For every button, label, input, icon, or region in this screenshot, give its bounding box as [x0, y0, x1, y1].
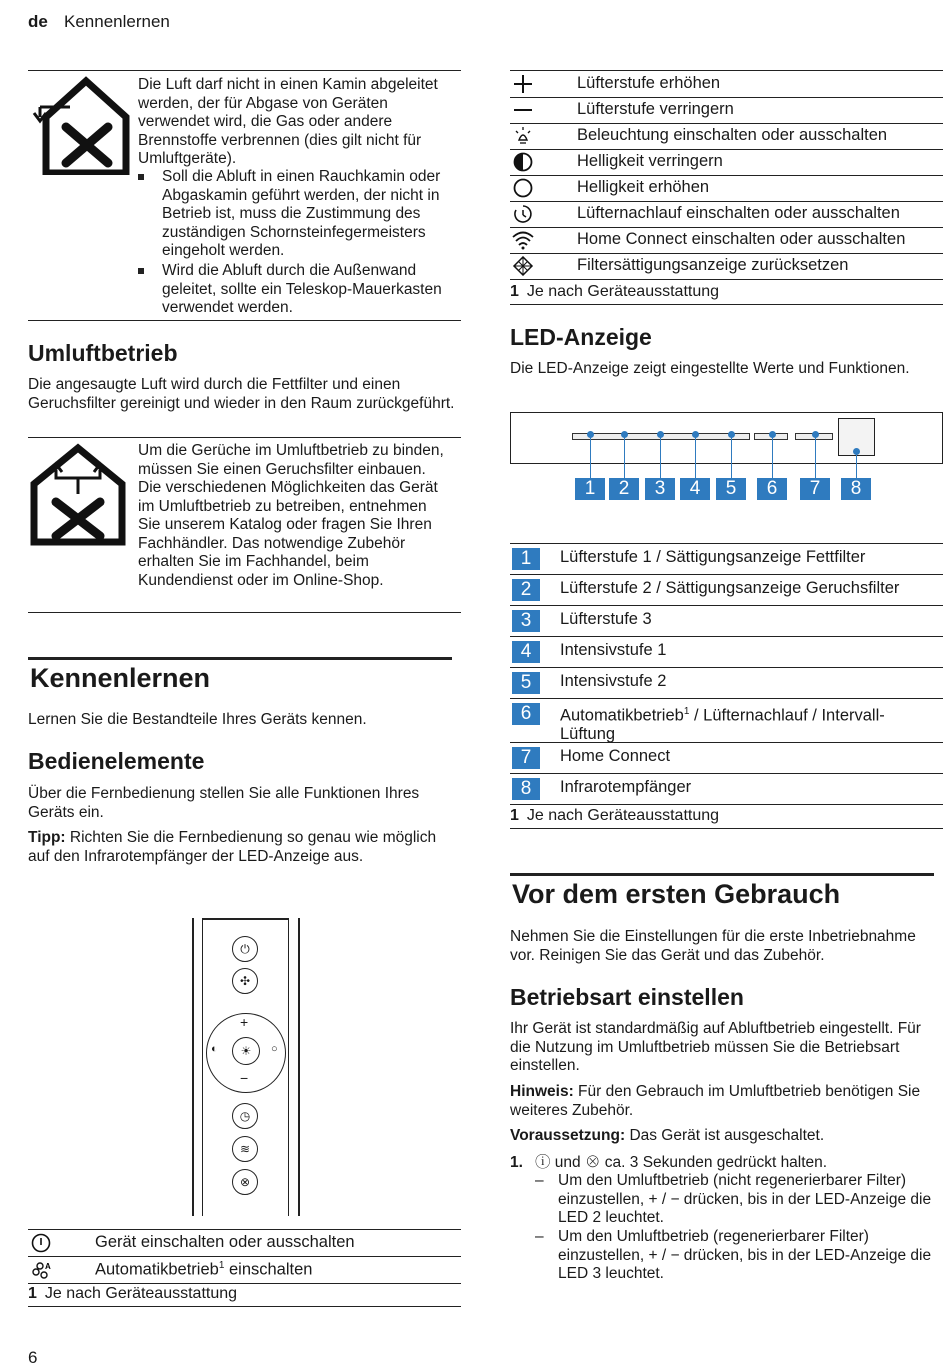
led-marker-number: 4 [680, 478, 710, 500]
timer-icon [512, 204, 534, 224]
vor-text: Nehmen Sie die Einstellungen für die erste Inbetriebnahme vor. Reinigen Sie das Gerät und das Zubehör. [510, 928, 916, 964]
divider [28, 1306, 461, 1307]
chapter-rule [510, 873, 934, 876]
remote-auto-button[interactable]: ✣ [232, 968, 258, 994]
filter-icon [512, 256, 534, 276]
circle-icon [512, 178, 534, 198]
umluft-box-text: Um die Gerüche im Umluftbetrieb zu binden, müssen Sie einen Geruchsfilter einbauen. Die verschiedenen Möglichkeiten das Gerät im Umluftbetrieb zu betreiben, entnehmen Sie unserem Katalog oder fragen Sie Ihren Fachhändler. Das notwendige Zubehör erhalten Sie im Fachhandel, beim Kundendienst oder im Online-Shop. [138, 442, 444, 589]
step-number: 1. [510, 1154, 523, 1171]
divider [28, 70, 461, 71]
minus-icon [512, 100, 534, 120]
power-icon [30, 1233, 52, 1253]
table-row: Helligkeit erhöhen [510, 175, 943, 202]
chapter-heading-vor-dem-ersten-gebrauch: Vor dem ersten Gebrauch [512, 879, 841, 909]
list-item: Soll die Abluft in einen Rauchkamin oder Abgaskamin geführt werden, der nicht in Betrieb ist, muss die Zustimmung des zuständigen Schornsteinfegermeisters eingeholt werden. [162, 168, 452, 261]
led-row-label: Lüfterstufe 3 [560, 610, 652, 628]
remote-filter-button[interactable]: ⊗ [232, 1169, 258, 1195]
table-row [510, 668, 943, 699]
led-marker-line [815, 435, 816, 478]
led-row-label: Automatikbetrieb$^1$ / Lüfternachlauf / Intervall-Lüftung [560, 706, 885, 743]
footnote: 1 Je nach Geräteausstattung [510, 283, 720, 300]
led-row-label: Infrarotempfänger [560, 778, 692, 796]
table-row [510, 743, 943, 774]
table-row: Beleuchtung einschalten oder ausschalten [510, 123, 943, 150]
table-row: Helligkeit verringern [510, 149, 943, 176]
led-marker-number: 8 [841, 478, 871, 500]
led-marker-number: 5 [716, 478, 746, 500]
table-row [510, 774, 943, 805]
led-marker-line [772, 435, 773, 478]
led-marker-number: 1 [575, 478, 605, 500]
page-number: 6 [28, 1348, 38, 1367]
step-text: ⓘ und ⊗ ca. 3 Sekunden gedrückt halten. [535, 1154, 828, 1171]
led-row-label: Lüfterstufe 2 / Sättigungsanzeige Geruchsfilter [560, 579, 900, 597]
footnote: 1 Je nach Geräteausstattung [28, 1285, 238, 1302]
table-row [510, 606, 943, 637]
betrieb-text: Ihr Gerät ist standardmäßig auf Abluftbetrieb eingestellt. Für die Nutzung im Umluftbetrieb müssen Sie die Betriebsart einstellen. [510, 1020, 921, 1074]
table-row: Home Connect einschalten oder ausschalten [510, 227, 943, 254]
led-number-badge: 7 [512, 747, 540, 769]
section-heading-led: LED-Anzeige [510, 324, 652, 350]
divider [28, 437, 461, 438]
led-marker-line [590, 435, 591, 478]
led-row-label: Intensivstufe 2 [560, 672, 667, 690]
table-row [510, 699, 943, 743]
section-heading-betriebsart: Betriebsart einstellen [510, 984, 744, 1010]
substep-text: Um den Umluftbetrieb (nicht regenerierbarer Filter) einzustellen, + / − drücken, bis in der LED-Anzeige die LED 2 leuchtet. [558, 1172, 932, 1226]
led-number-badge: 1 [512, 548, 540, 570]
led-number-badge: 3 [512, 610, 540, 632]
half-circle-icon [512, 152, 534, 172]
table-row [510, 575, 943, 606]
chapter-rule [28, 657, 452, 660]
table-row [510, 637, 943, 668]
plus-icon [512, 74, 534, 94]
svg-text:A: A [45, 1262, 51, 1271]
table-row: Filtersättigungsanzeige zurücksetzen [510, 253, 943, 280]
chimney-warning-text: Die Luft darf nicht in einen Kamin abgeleitet werden, der für Abgase von Geräten verwendet wird, die Gas oder andere Brennstoffe verbrennen (dies gilt nicht für Umluftgeräte). [138, 76, 438, 167]
table-row [510, 544, 943, 575]
precondition-text: Voraussetzung: Das Gerät ist ausgeschaltet. [510, 1127, 825, 1144]
led-text: Die LED-Anzeige zeigt eingestellte Werte und Funktionen. [510, 360, 910, 377]
led-marker-number: 6 [757, 478, 787, 500]
led-number-badge: 6 [512, 703, 540, 725]
bedien-text: Über die Fernbedienung stellen Sie alle Funktionen Ihres Geräts ein. [28, 785, 420, 821]
header-language: de [28, 12, 48, 31]
section-heading-bedienelemente: Bedienelemente [28, 748, 205, 774]
led-number-badge: 4 [512, 641, 540, 663]
led-number-badge: 8 [512, 778, 540, 800]
led-marker-number: 7 [800, 478, 830, 500]
remote-timer-button[interactable]: ◷ [232, 1103, 258, 1129]
led-marker-line [695, 435, 696, 478]
substep-text: Um den Umluftbetrieb (regenerierbarer Filter) einzustellen, + / − drücken, bis in der LED-Anzeige die LED 3 leuchtet. [558, 1228, 932, 1282]
divider [510, 304, 943, 305]
chapter-heading-kennenlernen: Kennenlernen [30, 663, 211, 693]
wifi-icon [512, 230, 534, 250]
led-marker-line [660, 435, 661, 478]
led-marker-number: 2 [609, 478, 639, 500]
auto-mode-icon [30, 1260, 52, 1280]
table-row: Lüfterstufe erhöhen [510, 71, 943, 98]
divider [510, 828, 943, 829]
divider [28, 612, 461, 613]
table-row: Lüfterstufe verringern [510, 97, 943, 124]
table-row: Lüfternachlauf einschalten oder ausschalten [510, 201, 943, 228]
led-row-label: Home Connect [560, 747, 671, 765]
led-marker-number: 3 [645, 478, 675, 500]
led-marker-line [624, 435, 625, 478]
light-icon [512, 126, 534, 146]
recirculation-icon [28, 442, 130, 546]
led-marker-line [731, 435, 732, 478]
dash-marker: – [535, 1172, 544, 1189]
no-chimney-warning-icon [28, 75, 130, 175]
remote-control-illustration [192, 918, 300, 1218]
section-heading-umluft: Umluftbetrieb [28, 340, 178, 366]
dash-marker: – [535, 1228, 544, 1245]
table-row: Gerät einschalten oder ausschalten [28, 1230, 461, 1257]
divider [28, 320, 461, 321]
tip-text: Tipp: Richten Sie die Fernbedienung so genau wie möglich auf den Infrarotempfänger der LED-Anzeige aus. [28, 829, 437, 865]
list-item: Wird die Abluft durch die Außenwand geleitet, sollte ein Teleskop-Mauerkasten verwendet werden. [162, 262, 452, 318]
remote-power-button[interactable]: ⏻ [232, 936, 258, 962]
led-row-label: Lüfterstufe 1 / Sättigungsanzeige Fettfilter [560, 548, 866, 566]
led-number-badge: 2 [512, 579, 540, 601]
remote-control-ring[interactable]: + − ◐ ○ ☀ [206, 1013, 286, 1093]
header-title: Kennenlernen [64, 12, 170, 31]
table-row: A Automatikbetrieb$^1$ einschalten [28, 1257, 461, 1284]
remote-wifi-button[interactable]: ≋ [232, 1136, 258, 1162]
led-number-badge: 5 [512, 672, 540, 694]
kennenlernen-text: Lernen Sie die Bestandteile Ihres Geräts kennen. [28, 711, 367, 728]
led-row-label: Intensivstufe 1 [560, 641, 667, 659]
footnote: 1 Je nach Geräteausstattung [510, 807, 720, 824]
umluft-text: Die angesaugte Luft wird durch die Fettfilter und einen Geruchsfilter gereinigt und wieder in den Raum zurückgeführt. [28, 376, 455, 412]
hint-text: Hinweis: Für den Gebrauch im Umluftbetrieb benötigen Sie weiteres Zubehör. [510, 1083, 921, 1119]
led-marker-line [856, 451, 857, 478]
